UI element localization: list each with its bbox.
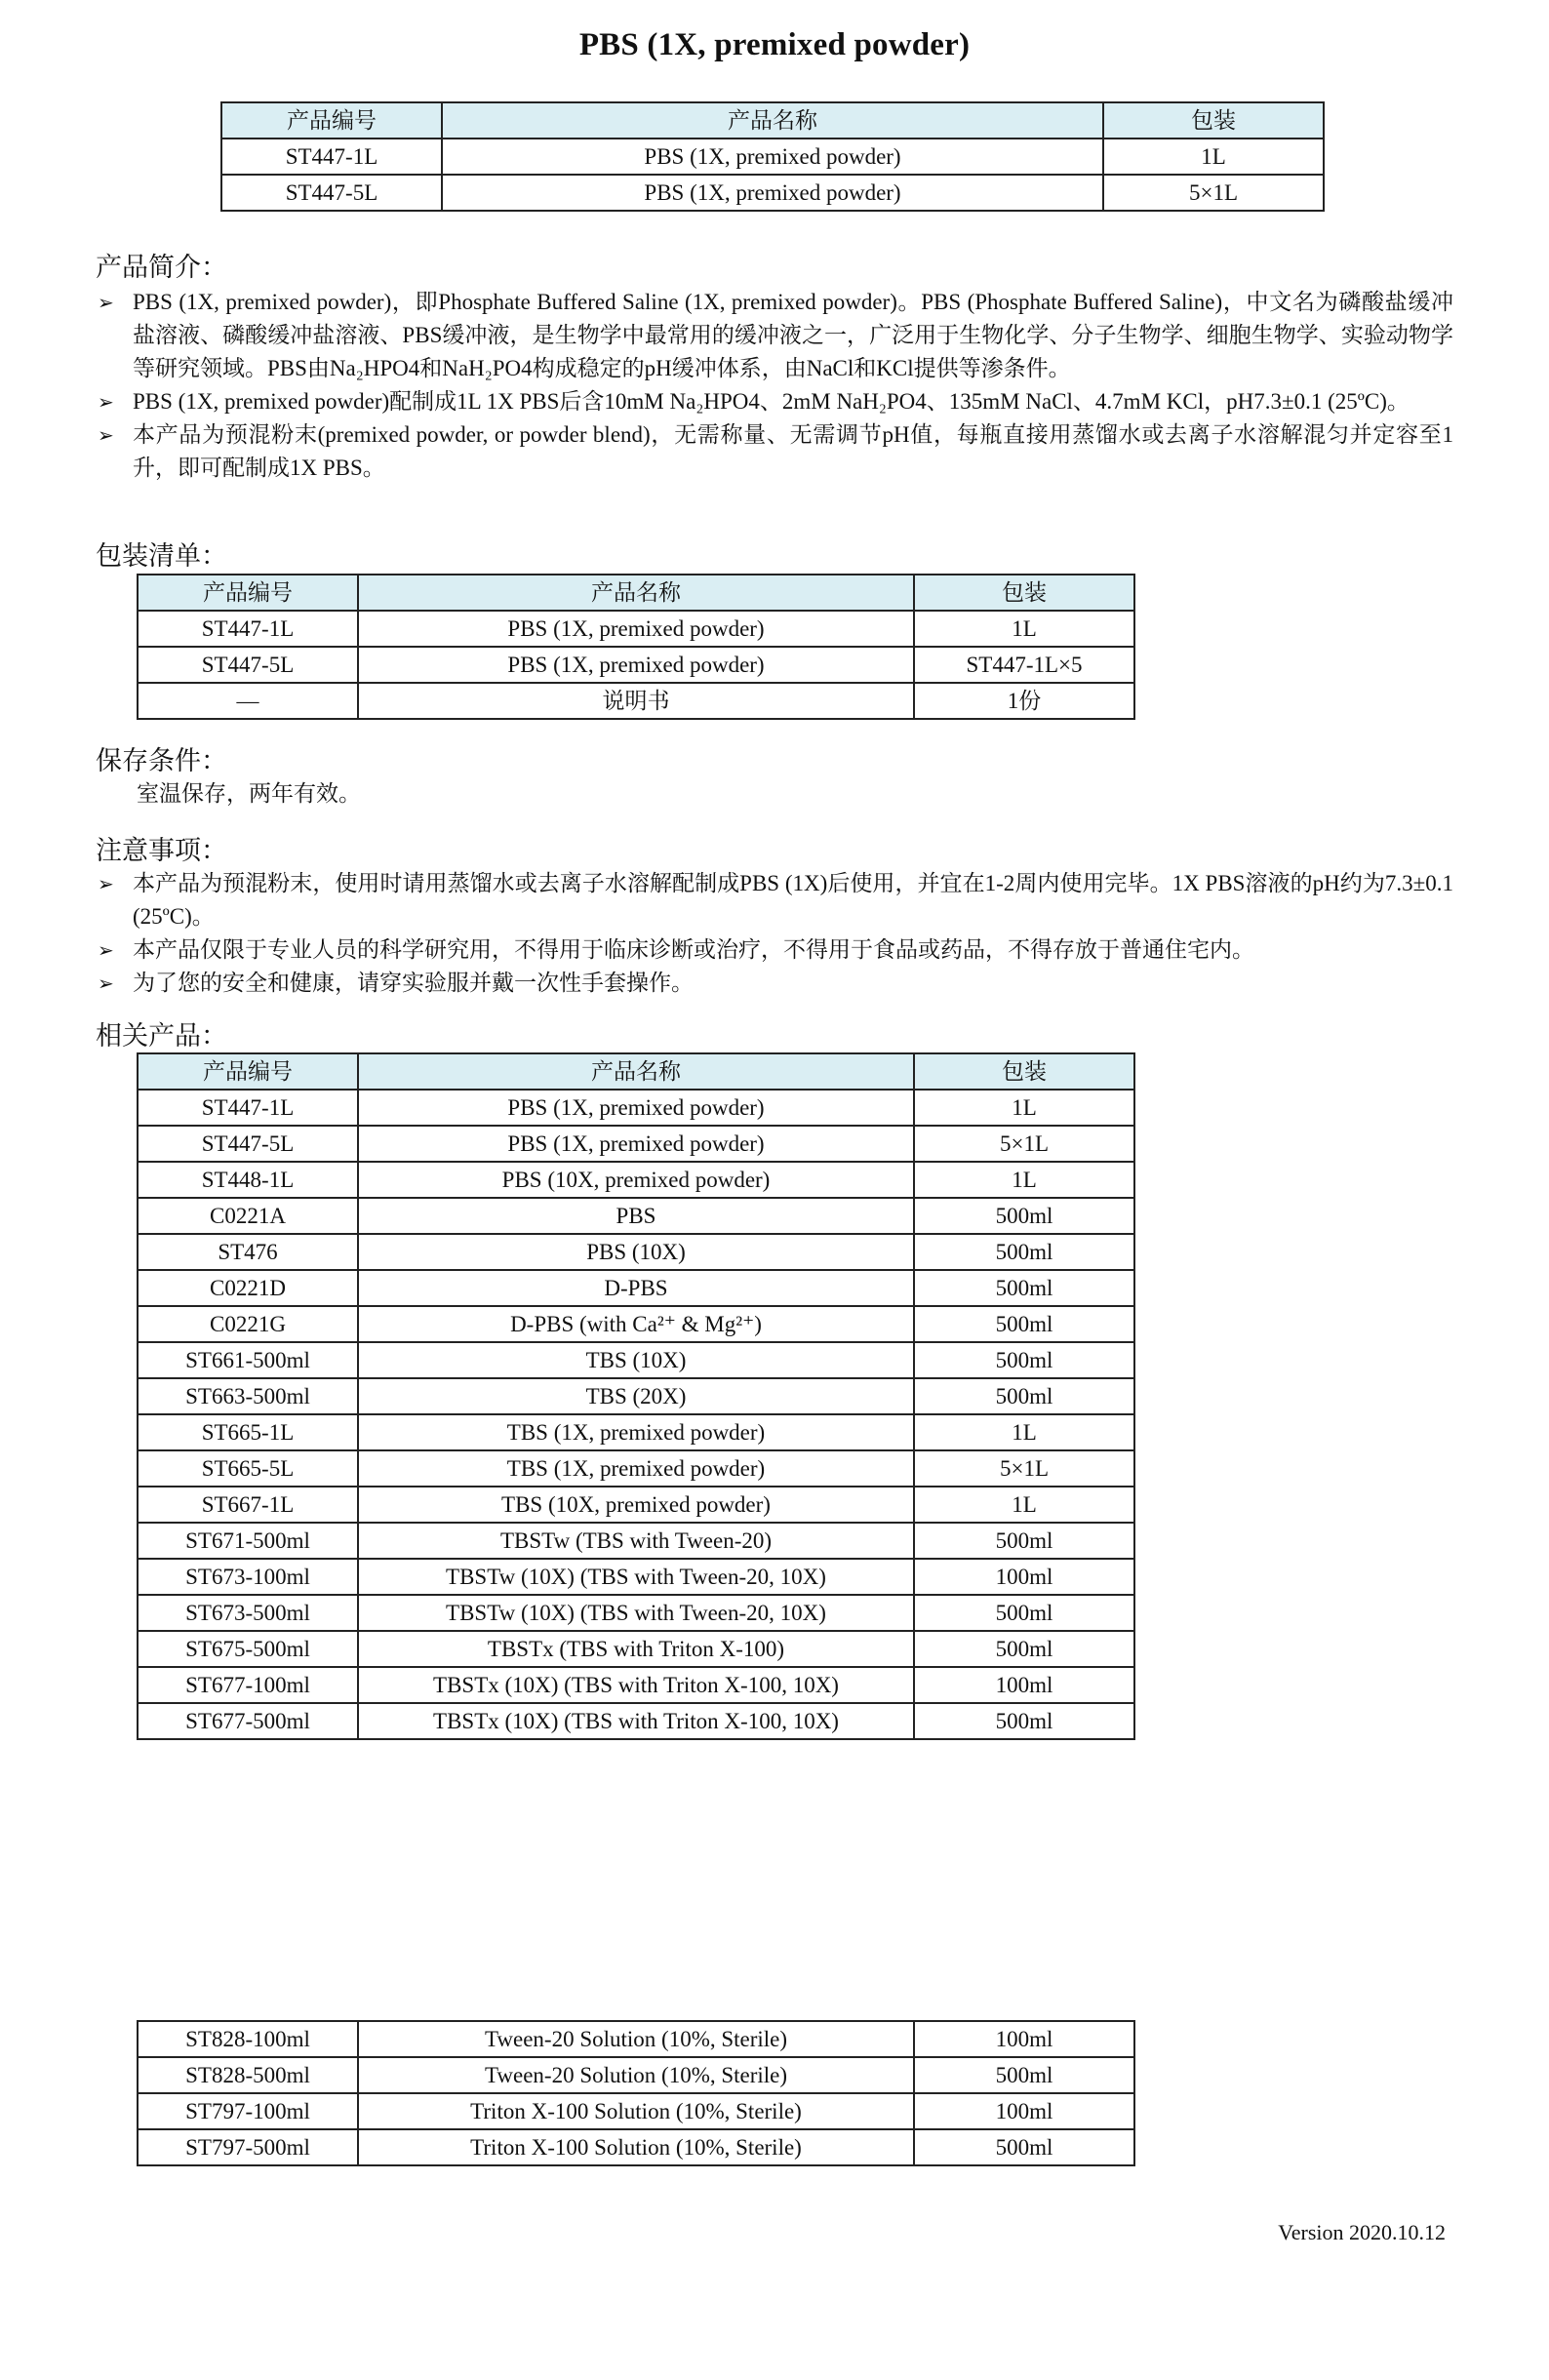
table-row (138, 1450, 1134, 1487)
table-row (138, 647, 1134, 683)
cell-name: TBS (1X, premixed powder) (358, 1450, 914, 1487)
related-table-body (138, 1090, 1134, 1739)
notes-bullets (96, 867, 1453, 1000)
table-row (138, 1378, 1134, 1414)
intro-bullet-text: PBS (1X, premixed powder)，即Phosphate Buffered Saline (1X, premixed powder)。PBS (Phosphate Buffered Saline)，中文名为磷酸盐缓冲盐溶液、磷酸缓冲盐溶液、PBS缓冲液，是生物学中最常用的缓冲液之一，广泛用于生物化学、分子生物学、细胞生物学、实验动物学等研究领域。PBS由Na₂HPO4和NaH₂PO4构成稳定的pH缓冲体系，由NaCl和KCl提供等渗条件。 (133, 290, 1453, 380)
list-item (96, 385, 1453, 418)
cell-name: TBSTw (10X) (TBS with Tween-20, 10X) (358, 1559, 914, 1595)
header-cell-code: 产品编号 (138, 575, 358, 611)
version-label: Version 2020.10.12 (1278, 2220, 1446, 2244)
cell-pack: 100ml (914, 1559, 1134, 1595)
cell-pack: 1L (914, 1414, 1134, 1450)
table-row (138, 1162, 1134, 1198)
cell-code: ST665-1L (138, 1414, 358, 1450)
table-row (138, 2129, 1134, 2165)
cell-pack: 500ml (914, 1378, 1134, 1414)
notes-bullet-text: 本产品仅限于专业人员的科学研究用，不得用于临床诊断或治疗，不得用于食品或药品，不得存放于普通住宅内。 (133, 937, 1254, 962)
cell-pack: 500ml (914, 1270, 1134, 1306)
list-item (96, 867, 1453, 933)
cell-pack: 500ml (914, 2129, 1134, 2165)
cell-pack: 500ml (914, 1703, 1134, 1739)
section-heading-packing: 包装清单： (96, 541, 227, 572)
related-table-body-continued (138, 2021, 1134, 2165)
header-cell-pack: 包装 (914, 1053, 1134, 1090)
table-row (138, 683, 1134, 719)
cell-pack: 1L (914, 1090, 1134, 1126)
header-cell-code: 产品编号 (221, 102, 442, 139)
cell-code: ST677-500ml (138, 1703, 358, 1739)
header-cell-name: 产品名称 (358, 575, 914, 611)
cell-name: PBS (10X, premixed powder) (358, 1162, 914, 1198)
cell-name: TBS (10X, premixed powder) (358, 1487, 914, 1523)
table-row (138, 1487, 1134, 1523)
cell-pack: 500ml (914, 1631, 1134, 1667)
cell-code: ST447-5L (138, 647, 358, 683)
list-item (96, 967, 1453, 1000)
cell-name: D-PBS (with Ca²⁺ & Mg²⁺) (358, 1306, 914, 1342)
arrow-bullet-icon: ➢ (98, 938, 114, 962)
cell-name: TBSTw (TBS with Tween-20) (358, 1523, 914, 1559)
table-row (138, 1414, 1134, 1450)
cell-pack: 1L (914, 611, 1134, 647)
cell-name: TBSTw (10X) (TBS with Tween-20, 10X) (358, 1595, 914, 1631)
cell-name: PBS (1X, premixed powder) (358, 1126, 914, 1162)
table-row (138, 1559, 1134, 1595)
table-row (138, 1523, 1134, 1559)
arrow-bullet-icon: ➢ (98, 423, 114, 447)
section-heading-related: 相关产品： (96, 1021, 227, 1051)
cell-code: ST671-500ml (138, 1523, 358, 1559)
table-row (138, 1198, 1134, 1234)
cell-code: ST447-1L (138, 611, 358, 647)
cell-code: ST828-500ml (138, 2057, 358, 2093)
table-header-row (138, 575, 1134, 611)
cell-code: ST673-100ml (138, 1559, 358, 1595)
cell-code: C0221D (138, 1270, 358, 1306)
cell-code: ST663-500ml (138, 1378, 358, 1414)
cell-name: TBSTx (10X) (TBS with Triton X-100, 10X) (358, 1703, 914, 1739)
notes-bullet-text: 为了您的安全和健康，请穿实验服并戴一次性手套操作。 (133, 971, 694, 995)
cell-pack: 100ml (914, 2021, 1134, 2057)
cell-pack: ST447-1L×5 (914, 647, 1134, 683)
section-heading-storage: 保存条件： (96, 746, 227, 776)
arrow-bullet-icon: ➢ (98, 390, 114, 414)
cell-code: ST673-500ml (138, 1595, 358, 1631)
cell-pack: 500ml (914, 1342, 1134, 1378)
cell-name: PBS (1X, premixed powder) (442, 175, 1103, 211)
cell-pack: 500ml (914, 2057, 1134, 2093)
table-row (221, 175, 1324, 211)
cell-code: ST675-500ml (138, 1631, 358, 1667)
table-row (221, 139, 1324, 175)
product-table (220, 101, 1325, 212)
header-cell-pack: 包装 (1103, 102, 1324, 139)
cell-name: TBSTx (TBS with Triton X-100) (358, 1631, 914, 1667)
cell-name: D-PBS (358, 1270, 914, 1306)
cell-name: PBS (1X, premixed powder) (358, 647, 914, 683)
cell-pack: 5×1L (1103, 175, 1324, 211)
table-row (138, 611, 1134, 647)
cell-code: ST828-100ml (138, 2021, 358, 2057)
section-heading-intro: 产品简介： (96, 253, 227, 283)
cell-pack: 1份 (914, 683, 1134, 719)
cell-code: ST797-500ml (138, 2129, 358, 2165)
cell-name: PBS (10X) (358, 1234, 914, 1270)
table-row (138, 2057, 1134, 2093)
table-row (138, 1703, 1134, 1739)
cell-name: TBS (20X) (358, 1378, 914, 1414)
cell-code: ST797-100ml (138, 2093, 358, 2129)
header-cell-pack: 包装 (914, 575, 1134, 611)
cell-pack: 500ml (914, 1595, 1134, 1631)
list-item (96, 933, 1453, 967)
cell-code: C0221G (138, 1306, 358, 1342)
cell-pack: 100ml (914, 2093, 1134, 2129)
list-item (96, 418, 1453, 485)
cell-code: ST447-5L (221, 175, 442, 211)
table-row (138, 1595, 1134, 1631)
cell-pack: 500ml (914, 1523, 1134, 1559)
cell-pack: 500ml (914, 1198, 1134, 1234)
cell-code: ST667-1L (138, 1487, 358, 1523)
section-heading-notes: 注意事项： (96, 836, 227, 866)
table-row (138, 2093, 1134, 2129)
table-row (138, 1090, 1134, 1126)
cell-code: ST476 (138, 1234, 358, 1270)
cell-name: PBS (1X, premixed powder) (358, 1090, 914, 1126)
cell-name: Triton X-100 Solution (10%, Sterile) (358, 2093, 914, 2129)
arrow-bullet-icon: ➢ (98, 872, 114, 895)
cell-pack: 500ml (914, 1306, 1134, 1342)
cell-pack: 500ml (914, 1234, 1134, 1270)
header-cell-name: 产品名称 (358, 1053, 914, 1090)
cell-code: — (138, 683, 358, 719)
cell-pack: 100ml (914, 1667, 1134, 1703)
header-cell-name: 产品名称 (442, 102, 1103, 139)
intro-bullet-text: 本产品为预混粉末(premixed powder, or powder blend)，无需称量、无需调节pH值，每瓶直接用蒸馏水或去离子水溶解混匀并定容至1升，即可配制成1X PBS。 (133, 422, 1453, 480)
cell-code: C0221A (138, 1198, 358, 1234)
cell-name: PBS (1X, premixed powder) (358, 611, 914, 647)
cell-code: ST447-1L (138, 1090, 358, 1126)
table-row (138, 1667, 1134, 1703)
table-row (138, 1126, 1134, 1162)
cell-pack: 1L (1103, 139, 1324, 175)
table-row (138, 1342, 1134, 1378)
cell-code: ST448-1L (138, 1162, 358, 1198)
related-products-table-continued (137, 2020, 1135, 2166)
notes-bullet-text: 本产品为预混粉末，使用时请用蒸馏水或去离子水溶解配制成PBS (1X)后使用，并宜在1-2周内使用完毕。1X PBS溶液的pH约为7.3±0.1 (25ºC)。 (133, 871, 1453, 929)
storage-text: 室温保存，两年有效。 (137, 781, 361, 806)
cell-pack: 5×1L (914, 1126, 1134, 1162)
cell-code: ST447-1L (221, 139, 442, 175)
table-row (138, 1306, 1134, 1342)
packing-table (137, 574, 1135, 720)
table-row (138, 2021, 1134, 2057)
table-header-row (221, 102, 1324, 139)
cell-name: PBS (1X, premixed powder) (442, 139, 1103, 175)
cell-name: TBS (10X) (358, 1342, 914, 1378)
list-item (96, 286, 1453, 385)
cell-code: ST677-100ml (138, 1667, 358, 1703)
header-cell-code: 产品编号 (138, 1053, 358, 1090)
page-title: PBS (1X, premixed powder) (578, 27, 971, 62)
arrow-bullet-icon: ➢ (98, 291, 114, 314)
cell-pack: 5×1L (914, 1450, 1134, 1487)
cell-name: Tween-20 Solution (10%, Sterile) (358, 2057, 914, 2093)
arrow-bullet-icon: ➢ (98, 972, 114, 995)
table-row (138, 1270, 1134, 1306)
table-row (138, 1234, 1134, 1270)
cell-code: ST665-5L (138, 1450, 358, 1487)
cell-code: ST661-500ml (138, 1342, 358, 1378)
intro-bullets (96, 286, 1453, 485)
cell-name: PBS (358, 1198, 914, 1234)
cell-code: ST447-5L (138, 1126, 358, 1162)
cell-pack: 1L (914, 1487, 1134, 1523)
cell-name: 说明书 (358, 683, 914, 719)
table-row (138, 1631, 1134, 1667)
table-header-row (138, 1053, 1134, 1090)
cell-name: TBSTx (10X) (TBS with Triton X-100, 10X) (358, 1667, 914, 1703)
intro-bullet-text: PBS (1X, premixed powder)配制成1L 1X PBS后含10mM Na₂HPO4、2mM NaH₂PO4、135mM NaCl、4.7mM KCl，pH7.3±0.1 (25ºC)。 (133, 389, 1410, 414)
cell-name: TBS (1X, premixed powder) (358, 1414, 914, 1450)
cell-pack: 1L (914, 1162, 1134, 1198)
related-products-table (137, 1052, 1135, 1740)
cell-name: Tween-20 Solution (10%, Sterile) (358, 2021, 914, 2057)
cell-name: Triton X-100 Solution (10%, Sterile) (358, 2129, 914, 2165)
